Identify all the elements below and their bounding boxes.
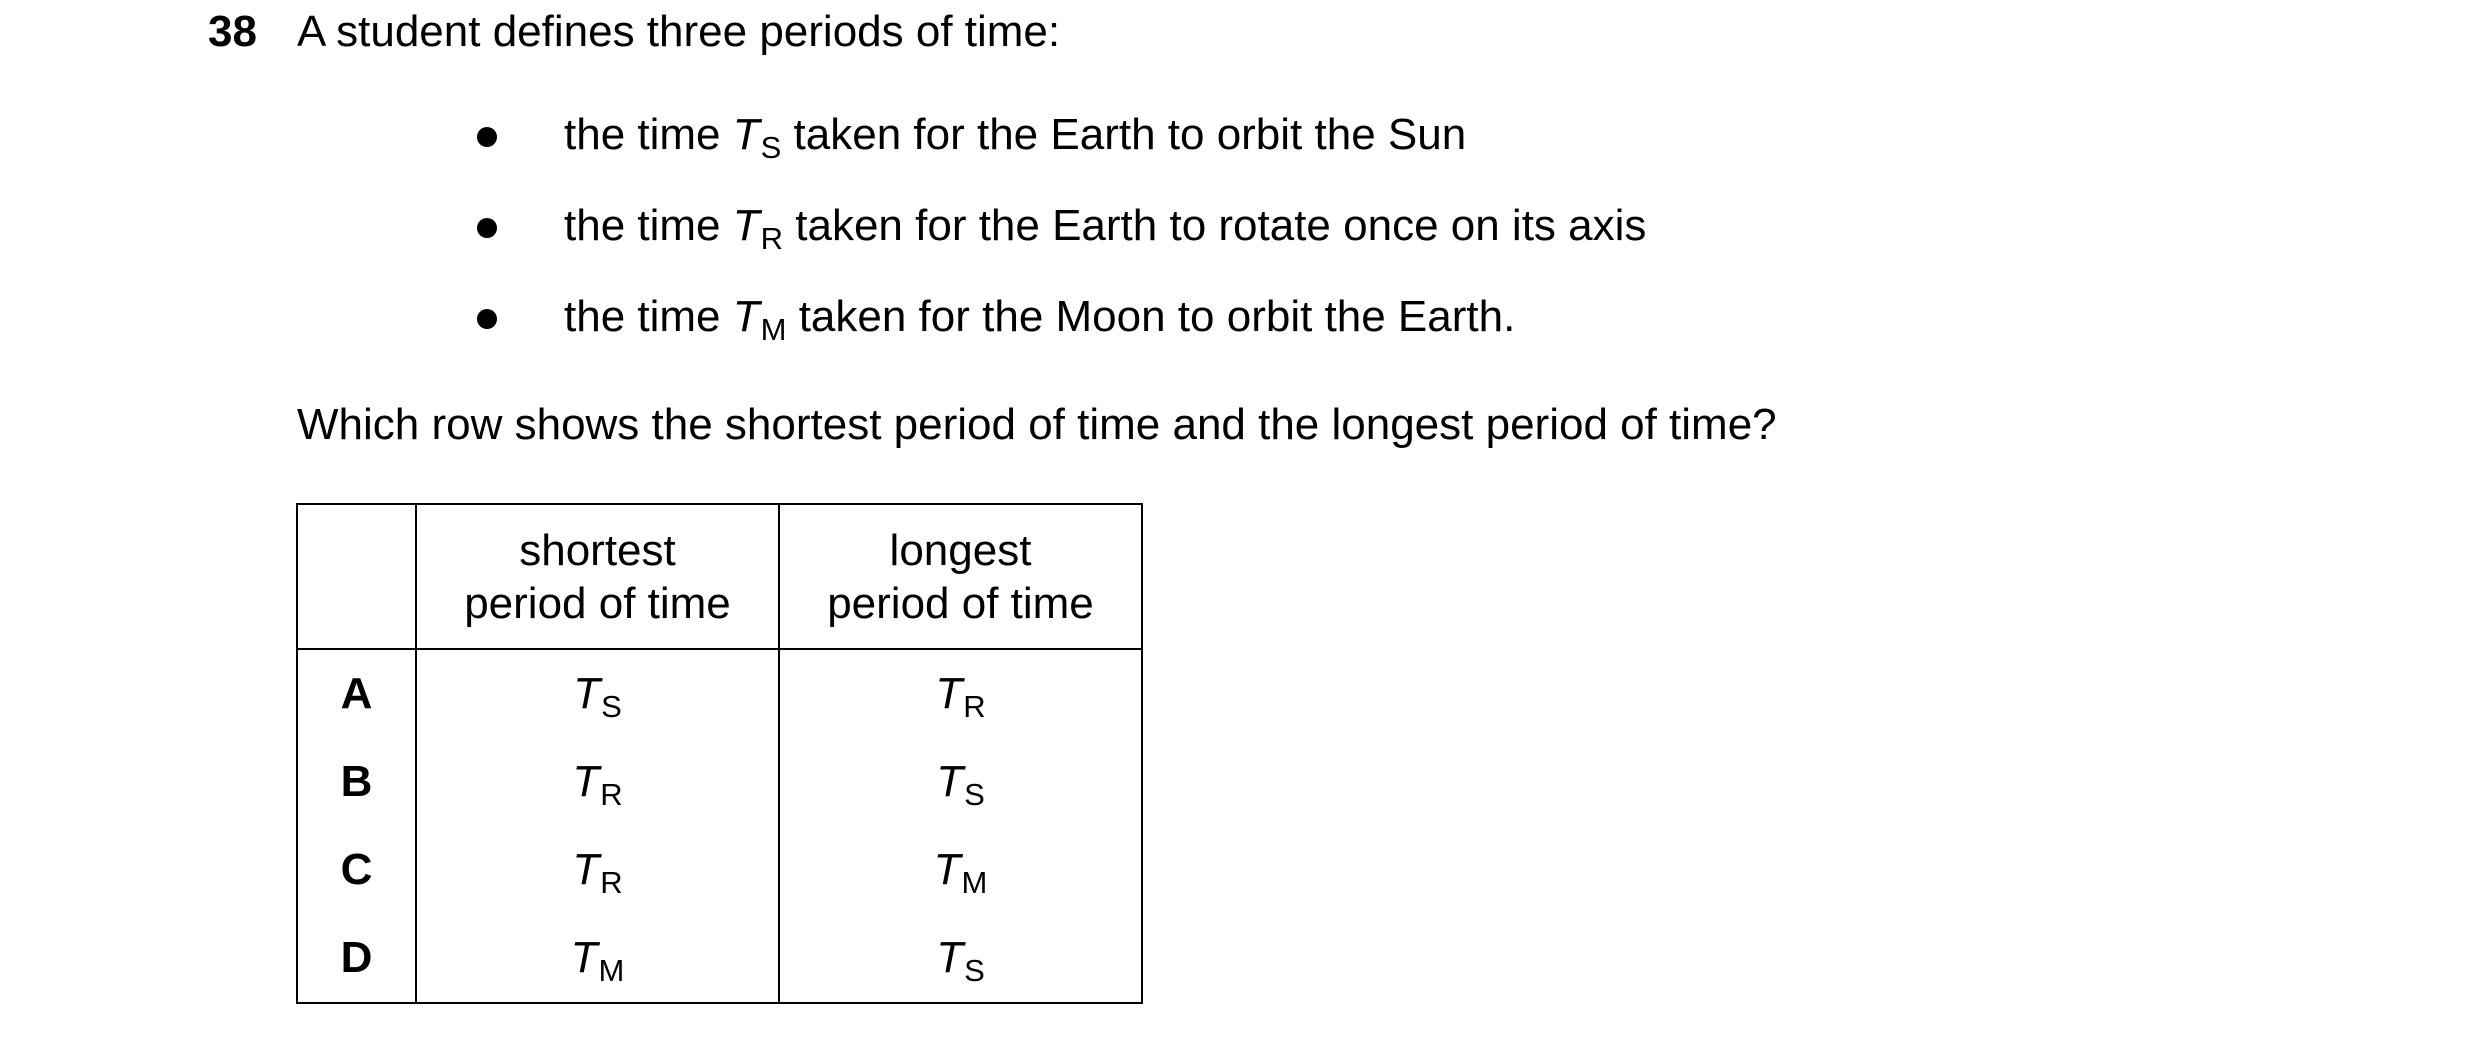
cell-symbol: T <box>570 933 598 982</box>
header-longest-line1: longest <box>889 525 1032 575</box>
cell-symbol: T <box>572 757 600 806</box>
shortest-cell <box>416 649 779 738</box>
cell-subscript: R <box>600 777 623 812</box>
cell-subscript: R <box>963 689 986 724</box>
period-symbol: T <box>732 201 760 250</box>
period-definition-text <box>564 107 1466 167</box>
bullet-icon <box>477 127 497 147</box>
option-letter[interactable]: B <box>297 738 416 826</box>
cell-symbol: T <box>935 669 963 718</box>
bullet-icon <box>477 218 497 238</box>
cell-subscript: S <box>964 777 985 812</box>
longest-cell <box>779 649 1142 738</box>
period-definition-text <box>564 289 1515 349</box>
header-shortest-line1: shortest <box>519 525 676 575</box>
period-definitions-list <box>0 107 2480 380</box>
period-subscript: S <box>760 130 782 165</box>
option-letter[interactable]: D <box>297 914 416 1003</box>
cell-subscript: M <box>961 865 988 900</box>
period-subscript: R <box>760 221 784 256</box>
shortest-cell <box>416 738 779 826</box>
longest-cell <box>779 826 1142 914</box>
period-symbol: T <box>732 110 760 159</box>
cell-symbol: T <box>573 669 601 718</box>
definition-pre: the time <box>564 201 733 250</box>
period-definition-tr <box>0 198 2480 289</box>
period-subscript: M <box>760 312 787 347</box>
longest-cell <box>779 914 1142 1003</box>
header-empty-cell <box>297 504 416 649</box>
header-shortest <box>416 504 779 649</box>
cell-subscript: R <box>600 865 623 900</box>
header-shortest-line2: period of time <box>464 578 731 628</box>
shortest-cell <box>416 826 779 914</box>
period-definition-ts <box>0 107 2480 198</box>
cell-symbol: T <box>933 845 961 894</box>
header-longest-line2: period of time <box>827 578 1094 628</box>
longest-cell <box>779 738 1142 826</box>
definition-post: taken for the Moon to orbit the Earth. <box>786 292 1516 341</box>
option-letter[interactable]: A <box>297 649 416 738</box>
cell-symbol: T <box>936 757 964 806</box>
shortest-cell <box>416 914 779 1003</box>
definition-pre: the time <box>564 292 733 341</box>
question-intro: A student defines three periods of time: <box>297 7 1061 56</box>
cell-subscript: S <box>601 689 622 724</box>
question-prompt: Which row shows the shortest period of time and the longest period of time? <box>297 400 1777 449</box>
cell-subscript: M <box>598 953 625 988</box>
question-number: 38 <box>208 7 257 56</box>
bullet-icon <box>477 309 497 329</box>
definition-pre: the time <box>564 110 733 159</box>
cell-symbol: T <box>572 845 600 894</box>
table-row[interactable] <box>297 826 1142 914</box>
period-symbol: T <box>732 292 760 341</box>
option-letter[interactable]: C <box>297 826 416 914</box>
table-row[interactable] <box>297 738 1142 826</box>
table-header-row <box>297 504 1142 649</box>
header-longest <box>779 504 1142 649</box>
answer-options-table <box>296 503 1143 1004</box>
period-definition-text <box>564 198 1646 258</box>
period-definition-tm <box>0 289 2480 380</box>
cell-subscript: S <box>964 953 985 988</box>
definition-post: taken for the Earth to rotate once on its axis <box>783 201 1647 250</box>
table-row[interactable] <box>297 914 1142 1003</box>
cell-symbol: T <box>936 933 964 982</box>
definition-post: taken for the Earth to orbit the Sun <box>781 110 1467 159</box>
table-row[interactable] <box>297 649 1142 738</box>
